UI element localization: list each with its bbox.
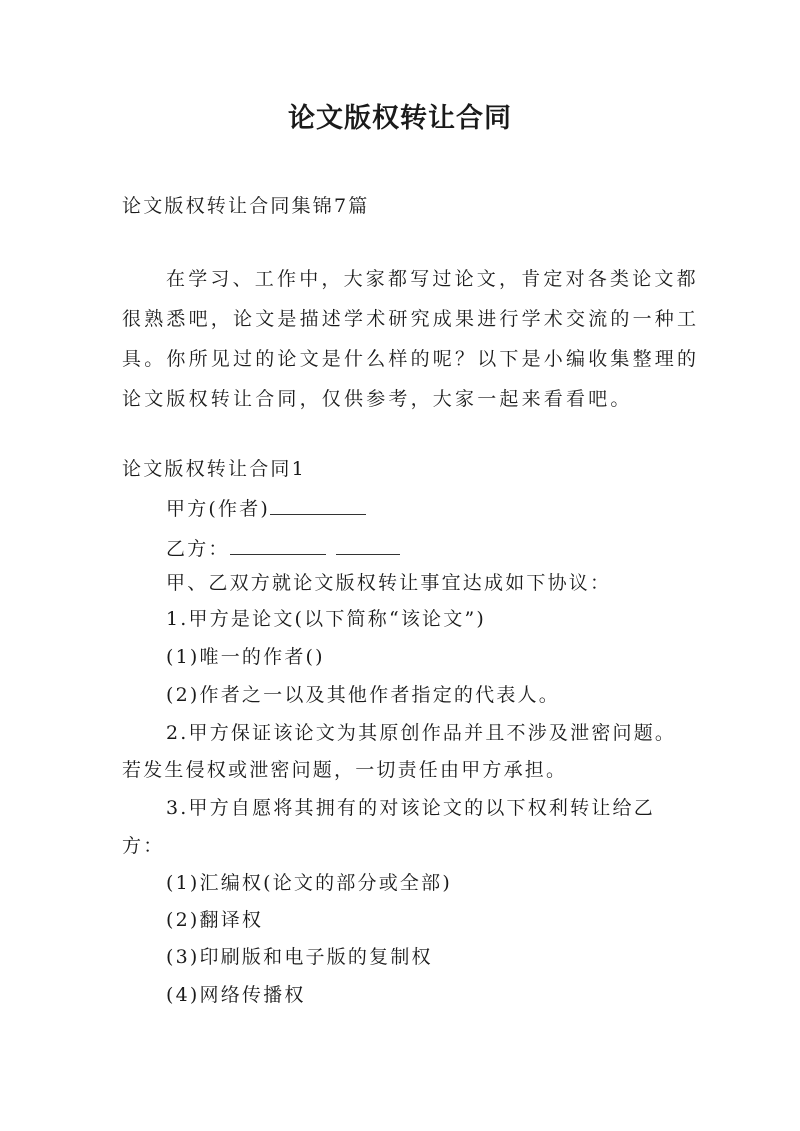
clause-1-option-2: (2)作者之一以及其他作者指定的代表人。 [166, 684, 560, 706]
clause-1: 1.甲方是论文(以下简称“该论文”) [166, 608, 486, 630]
intro-line: 具。你所见过的论文是什么样的呢？以下是小编收集整理的 [122, 348, 700, 370]
party-b-line [166, 537, 400, 561]
intro-line: 在学习、工作中，大家都写过论文，肯定对各类论文都 [166, 268, 699, 290]
party-b-blank-2 [336, 538, 400, 555]
right-item: (1)汇编权(论文的部分或全部) [166, 872, 452, 894]
party-a-blank [270, 498, 366, 515]
intro-line: 很熟悉吧，论文是描述学术研究成果进行学术交流的一种工 [122, 308, 700, 330]
right-item: (3)印刷版和电子版的复制权 [166, 946, 433, 968]
clause-3-line-2: 方： [122, 835, 165, 857]
section-heading: 论文版权转让合同1 [122, 458, 306, 480]
document-title: 论文版权转让合同 [288, 103, 512, 134]
party-a-label: 甲方(作者) [166, 498, 271, 520]
party-a-line [166, 497, 366, 521]
document-subtitle: 论文版权转让合同集锦7篇 [122, 195, 370, 217]
right-item: (4)网络传播权 [166, 984, 306, 1006]
clause-2-line-2: 若发生侵权或泄密问题，一切责任由甲方承担。 [122, 759, 568, 781]
clause-1-option-1: (1)唯一的作者() [166, 646, 325, 668]
agreement-intro: 甲、乙双方就论文版权转让事宜达成如下协议： [166, 572, 612, 594]
party-b-blank [230, 538, 326, 555]
clause-3-line-1: 3.甲方自愿将其拥有的对该论文的以下权利转让给乙 [166, 797, 655, 819]
intro-line: 论文版权转让合同，仅供参考，大家一起来看看吧。 [122, 388, 633, 410]
clause-2-line-1: 2.甲方保证该论文为其原创作品并且不涉及泄密问题。 [166, 722, 677, 744]
right-item: (2)翻译权 [166, 909, 264, 931]
party-b-label: 乙方： [166, 538, 230, 560]
